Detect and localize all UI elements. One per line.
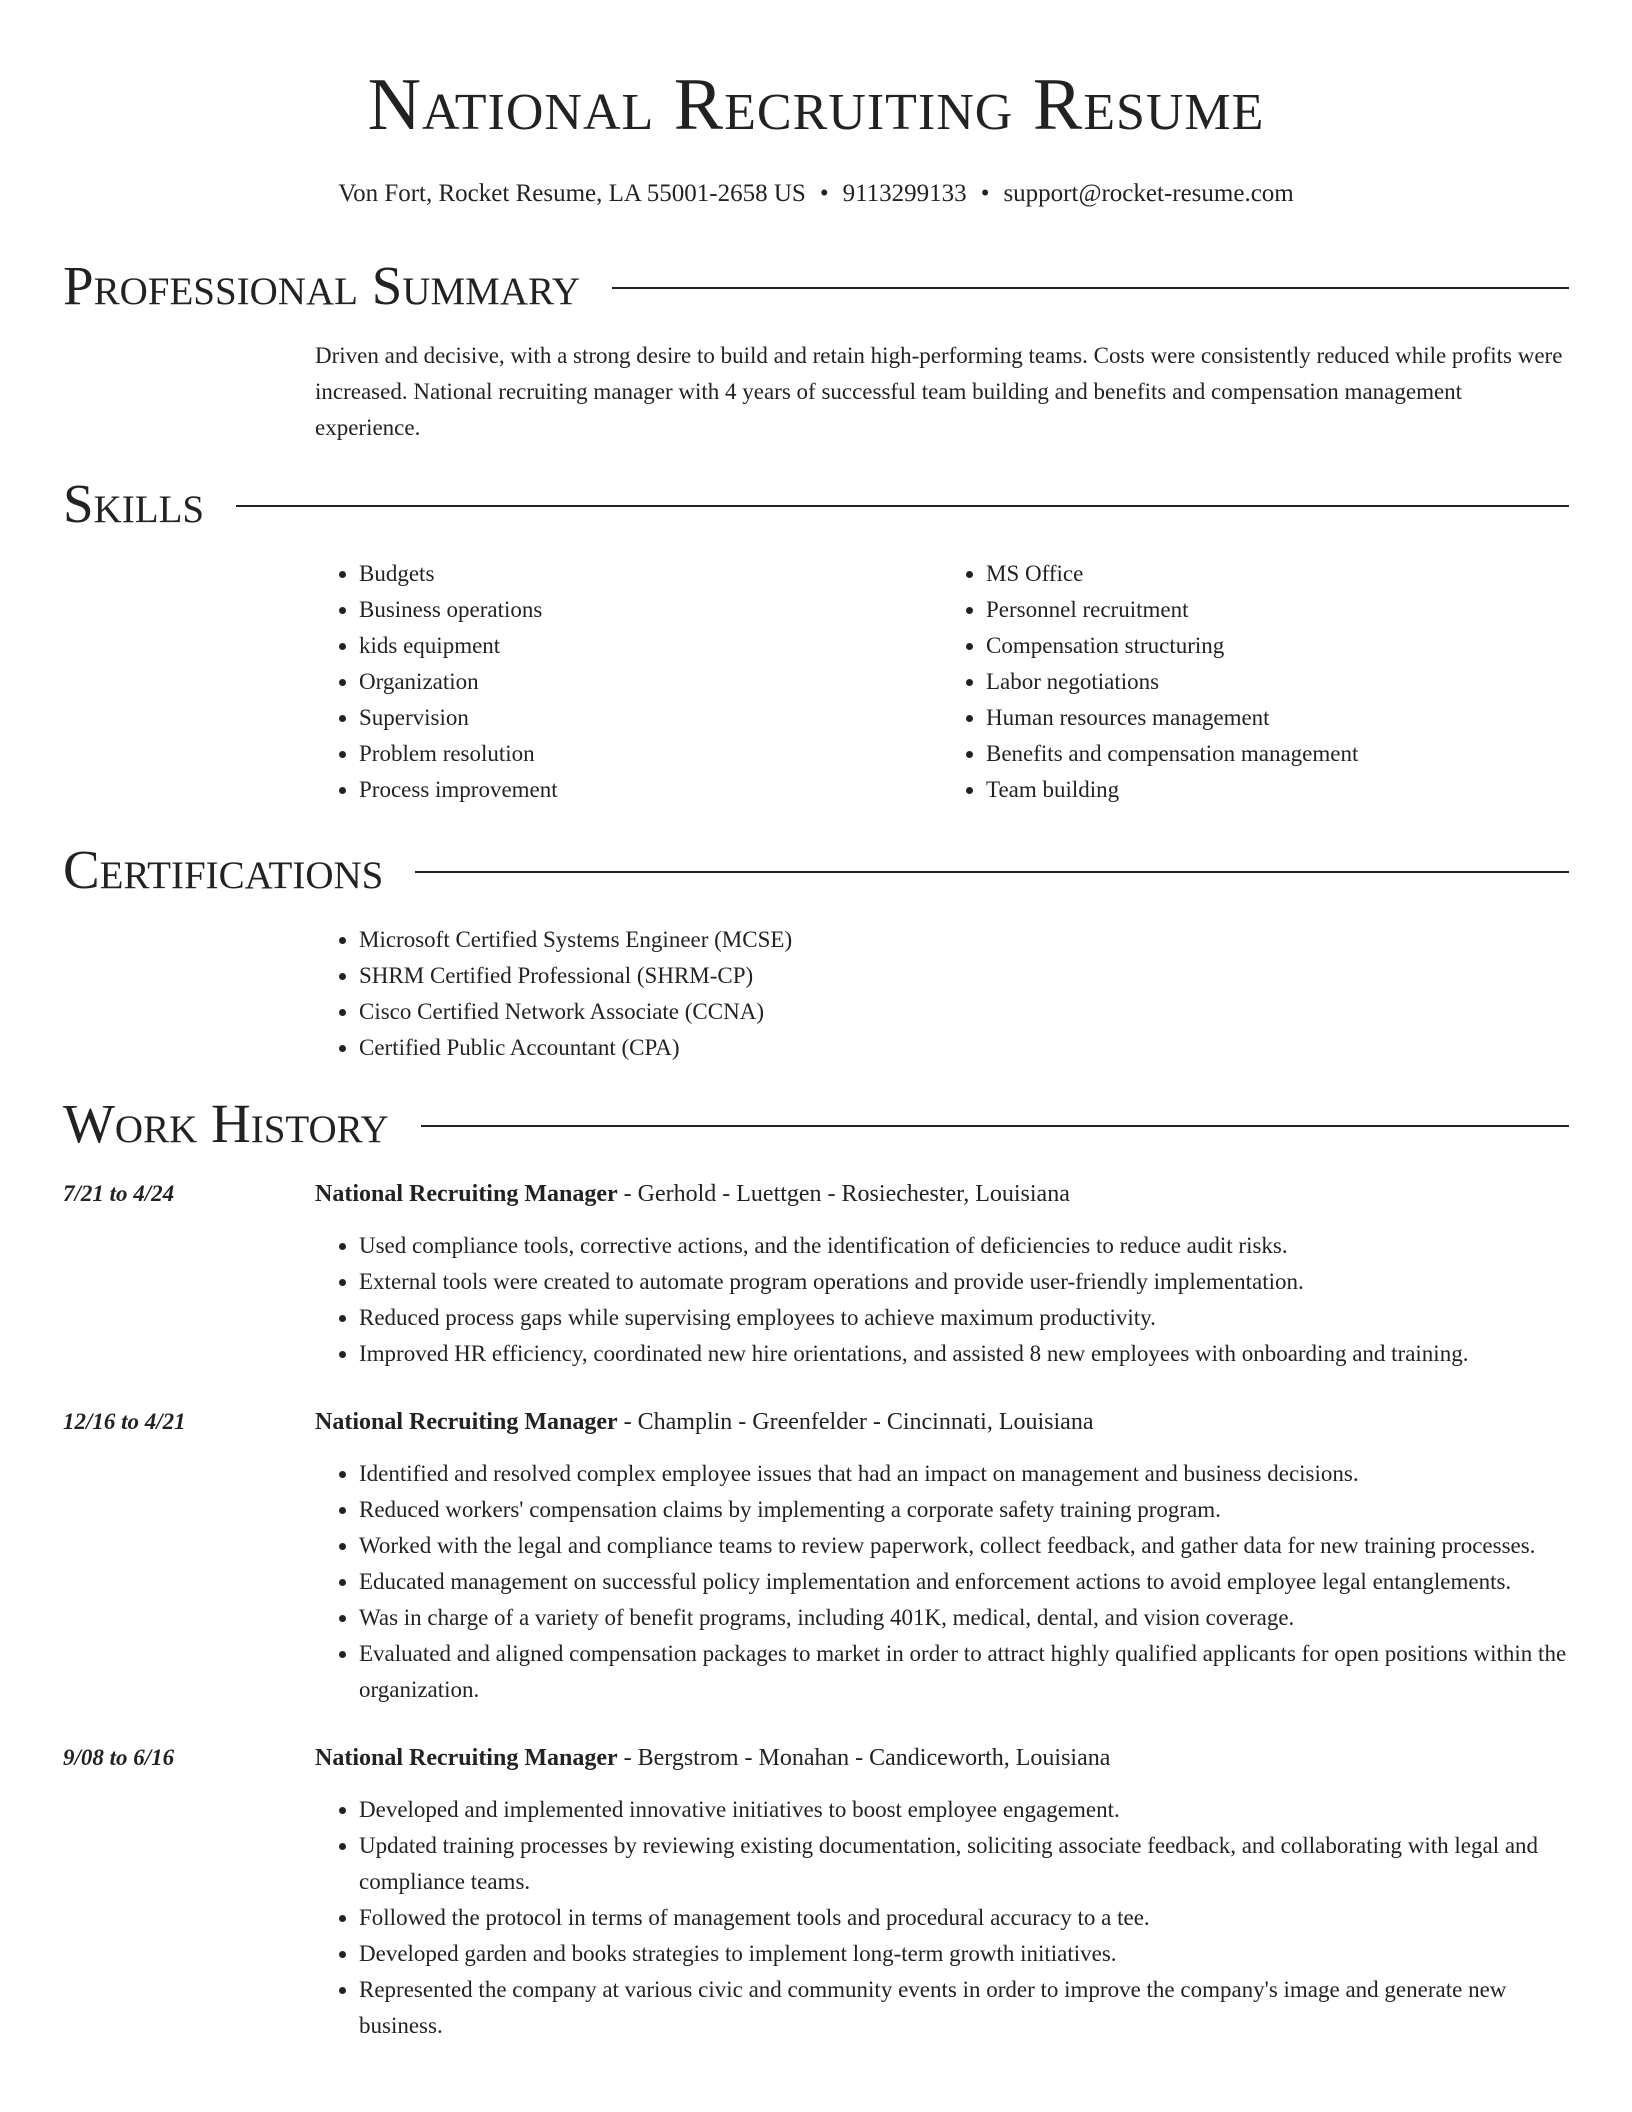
job-bullet: • External tools were created to automate program operations and provide user-friendly implementation. (359, 1264, 1569, 1300)
job-title-line (315, 1176, 1569, 1212)
job-bullet: • Educated management on successful policy implementation and enforcement actions to avoid employee legal entanglements. (359, 1564, 1569, 1600)
job-title-line (315, 1404, 1569, 1440)
contact-line (63, 178, 1569, 210)
job-title: National Recruiting Manager (315, 1409, 618, 1435)
skills-column-left (315, 556, 942, 808)
contact-separator: • (819, 180, 829, 207)
job-bullet: • Updated training processes by reviewing existing documentation, soliciting associate feedback, and collaborating with legal and compliance teams. (359, 1828, 1569, 1900)
job-title: National Recruiting Manager (315, 1181, 618, 1207)
skill-item: • Personnel recruitment (986, 592, 1569, 628)
section-divider (612, 287, 1569, 289)
job-title-line (315, 1740, 1569, 1776)
skill-item: • Benefits and compensation management (986, 736, 1569, 772)
certification-item: • SHRM Certified Professional (SHRM-CP) (359, 958, 1569, 994)
job-bullets (315, 1456, 1569, 1708)
skill-item: • Team building (986, 772, 1569, 808)
job-bullet: • Worked with the legal and compliance teams to review paperwork, collect feedback, and gather data for new training processes. (359, 1528, 1569, 1564)
job-bullet: • Followed the protocol in terms of management tools and procedural accuracy to a tee. (359, 1900, 1569, 1936)
job-details (315, 1740, 1569, 2044)
work-section-header (63, 1094, 1569, 1154)
job-entry (63, 1176, 1569, 1372)
job-entry (63, 1740, 1569, 2044)
certifications-body (315, 922, 1569, 1066)
resume-title: National Recruiting Resume (367, 64, 1265, 146)
skills-heading: Skills (63, 473, 205, 534)
job-company: - Gerhold - Luettgen - Rosiechester, Louisiana (617, 1181, 1070, 1207)
contact-separator: • (980, 180, 990, 207)
job-bullet: • Was in charge of a variety of benefit programs, including 401K, medical, dental, and vision coverage. (359, 1600, 1569, 1636)
job-dates: 7/21 to 4/24 (63, 1181, 175, 1206)
certifications-heading: Certifications (63, 839, 384, 900)
skill-item: • Problem resolution (359, 736, 942, 772)
skill-item: • Human resources management (986, 700, 1569, 736)
skill-item: • kids equipment (359, 628, 942, 664)
job-entry (63, 1404, 1569, 1708)
summary-text: Driven and decisive, with a strong desire to build and retain high-performing teams. Costs were consistently reduced while profits were increased. National recruiting manager with 4 years of successful team building and benefits and compensation management experience. (315, 343, 1563, 440)
summary-heading: Professional Summary (63, 255, 581, 316)
job-bullet: • Evaluated and aligned compensation packages to market in order to attract highly qualified applicants for open positions within the organization. (359, 1636, 1569, 1708)
job-bullets (315, 1228, 1569, 1372)
skill-item: • Budgets (359, 556, 942, 592)
skills-section-header (63, 474, 1569, 534)
job-bullet: • Reduced workers' compensation claims by implementing a corporate safety training program. (359, 1492, 1569, 1528)
job-dates: 9/08 to 6/16 (63, 1745, 175, 1770)
job-details (315, 1176, 1569, 1372)
certification-item: • Microsoft Certified Systems Engineer (MCSE) (359, 922, 1569, 958)
contact-phone: 9113299133 (842, 180, 967, 207)
skills-list (315, 556, 1569, 808)
job-title: National Recruiting Manager (315, 1745, 618, 1771)
contact-address: Von Fort, Rocket Resume, LA 55001-2658 US (338, 180, 806, 207)
skill-item: • Supervision (359, 700, 942, 736)
summary-body (315, 338, 1569, 446)
section-divider (421, 1125, 1569, 1127)
job-bullet: • Used compliance tools, corrective actions, and the identification of deficiencies to reduce audit risks. (359, 1228, 1569, 1264)
job-bullet: • Represented the company at various civic and community events in order to improve the company's image and generate new business. (359, 1972, 1569, 2044)
certification-item: • Certified Public Accountant (CPA) (359, 1030, 1569, 1066)
job-details (315, 1404, 1569, 1708)
job-dates: 12/16 to 4/21 (63, 1409, 186, 1434)
job-bullet: • Developed garden and books strategies to implement long-term growth initiatives. (359, 1936, 1569, 1972)
job-bullet: • Reduced process gaps while supervising employees to achieve maximum productivity. (359, 1300, 1569, 1336)
job-company: - Bergstrom - Monahan - Candiceworth, Louisiana (617, 1745, 1111, 1771)
contact-email: support@rocket-resume.com (1003, 180, 1294, 207)
skill-item: • Business operations (359, 592, 942, 628)
job-bullet: • Improved HR efficiency, coordinated new hire orientations, and assisted 8 new employees with onboarding and training. (359, 1336, 1569, 1372)
skill-item: • Labor negotiations (986, 664, 1569, 700)
job-bullet: • Developed and implemented innovative initiatives to boost employee engagement. (359, 1792, 1569, 1828)
skill-item: • Process improvement (359, 772, 942, 808)
skill-item: • Compensation structuring (986, 628, 1569, 664)
skills-column-right (942, 556, 1569, 808)
certifications-list (315, 922, 1569, 1066)
summary-section-header (63, 256, 1569, 316)
skill-item: • MS Office (986, 556, 1569, 592)
certifications-section-header (63, 840, 1569, 900)
job-bullet: • Identified and resolved complex employee issues that had an impact on management and business decisions. (359, 1456, 1569, 1492)
skill-item: • Organization (359, 664, 942, 700)
certification-item: • Cisco Certified Network Associate (CCNA) (359, 994, 1569, 1030)
section-divider (236, 505, 1569, 507)
section-divider (415, 871, 1569, 873)
job-company: - Champlin - Greenfelder - Cincinnati, Louisiana (617, 1409, 1094, 1435)
work-heading: Work History (63, 1093, 389, 1154)
job-bullets (315, 1792, 1569, 2044)
